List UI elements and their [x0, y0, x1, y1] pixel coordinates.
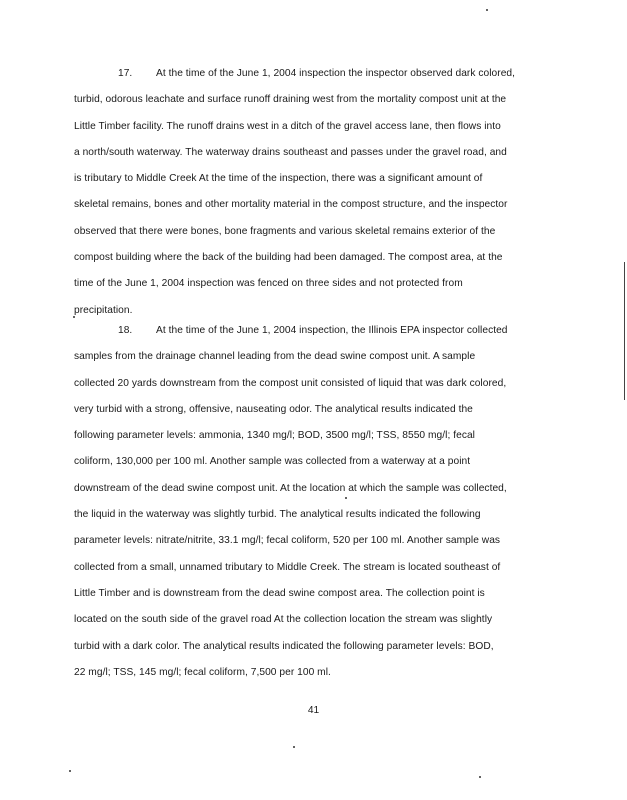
paragraph-line: skeletal remains, bones and other mortality material in the compost structure, and the inspector [74, 199, 508, 211]
paragraph-line: time of the June 1, 2004 inspection was fenced on three sides and not protected from [74, 278, 463, 290]
paragraph-line: is tributary to Middle Creek At the time of the inspection, there was a significant amount of [74, 173, 483, 185]
scan-edge-mark [624, 262, 625, 400]
paragraph-line: coliform, 130,000 per 100 ml. Another sample was collected from a waterway at a point [74, 456, 471, 468]
paragraph-line: collected from a small, unnamed tributary to Middle Creek. The stream is located southeast of [74, 561, 501, 573]
paragraph-line: turbid with a dark color. The analytical results indicated the following parameter levels: BOD, [74, 640, 494, 652]
paragraph-line: following parameter levels: ammonia, 1340 mg/l; BOD, 3500 mg/l; TSS, 8550 mg/l; fecal [74, 430, 475, 442]
paragraph-line: 22 mg/l; TSS, 145 mg/l; fecal coliform, 7,500 per 100 ml. [74, 666, 331, 678]
paragraph-line: collected 20 yards downstream from the compost unit consisted of liquid that was dark colored, [74, 377, 507, 389]
paragraph-number: 17. [118, 68, 133, 79]
paragraph-line: At the time of the June 1, 2004 inspection the inspector observed dark colored, [156, 68, 516, 79]
paragraph-line: Little Timber facility. The runoff drains west in a ditch of the gravel access lane, then flows into [74, 120, 501, 132]
page-number: 41 [307, 705, 320, 716]
scan-speck [73, 316, 75, 318]
paragraph-line: the liquid in the waterway was slightly turbid. The analytical results indicated the following [74, 509, 481, 521]
paragraph-first-line [74, 61, 554, 87]
paragraph-17 [74, 61, 554, 324]
scan-speck [69, 770, 71, 772]
paragraph-line: At the time of the June 1, 2004 inspection, the Illinois EPA inspector collected [156, 325, 508, 336]
paragraph-line: downstream of the dead swine compost unit. At the location at which the sample was collected, [74, 482, 507, 494]
paragraph-18 [74, 318, 554, 686]
paragraph-number: 18. [118, 325, 133, 336]
paragraph-line: located on the south side of the gravel road At the collection location the stream was slightly [74, 614, 493, 626]
paragraph-line: precipitation. [74, 304, 133, 316]
paragraph-line: turbid, odorous leachate and surface runoff draining west from the mortality compost unit at the [74, 94, 507, 106]
paragraph-line: parameter levels: nitrate/nitrite, 33.1 mg/l; fecal coliform, 520 per 100 ml. Another sample was [74, 535, 501, 547]
paragraph-line: samples from the drainage channel leading from the dead swine compost unit. A sample [74, 351, 476, 363]
paragraph-line: very turbid with a strong, offensive, nauseating odor. The analytical results indicated the [74, 403, 473, 415]
scan-speck [486, 9, 488, 11]
paragraph-line: a north/south waterway. The waterway drains southeast and passes under the gravel road, and [74, 146, 507, 158]
paragraph-line: observed that there were bones, bone fragments and various skeletal remains exterior of the [74, 225, 496, 237]
scan-speck [293, 746, 295, 748]
scan-speck [479, 776, 481, 778]
scan-speck [345, 497, 347, 499]
paragraph-line: compost building where the back of the building had been damaged. The compost area, at the [74, 252, 503, 264]
paragraph-line: Little Timber and is downstream from the dead swine compost area. The collection point is [74, 587, 485, 599]
paragraph-first-line [74, 318, 554, 344]
